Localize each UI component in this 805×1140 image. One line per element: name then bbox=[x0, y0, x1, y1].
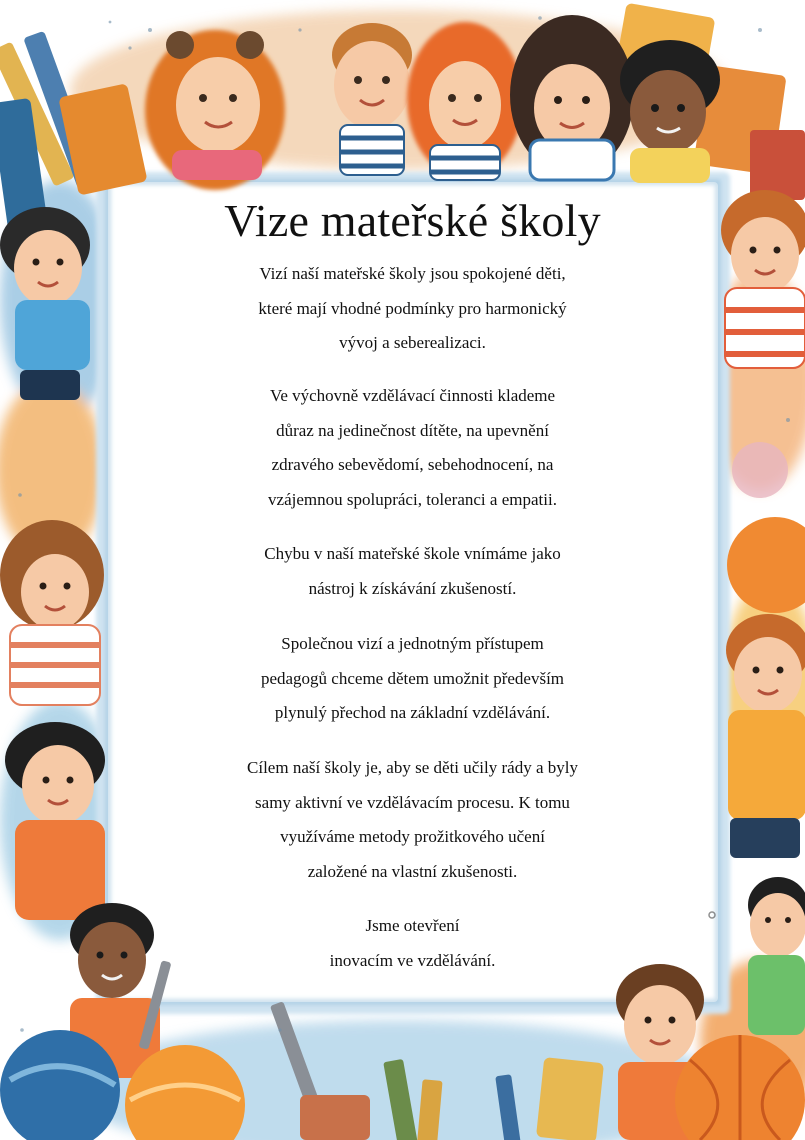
child-top-4 bbox=[510, 15, 634, 180]
text-line: Společnou vizí a jednotným přístupem bbox=[281, 634, 544, 653]
text-line: Chybu v naší mateřské škole vnímáme jako bbox=[264, 544, 561, 563]
text-line: založené na vlastní zkušenosti. bbox=[307, 861, 518, 881]
child-right-1 bbox=[721, 190, 805, 368]
text-line: Vizí naší mateřské školy jsou spokojené děti, bbox=[259, 264, 566, 283]
text-line: důraz na jedinečnost dítěte, na upevnění bbox=[276, 420, 549, 440]
paragraph-5 bbox=[100, 751, 725, 889]
child-left-2 bbox=[0, 520, 104, 705]
text-line: vývoj a seberealizaci. bbox=[339, 333, 486, 352]
text-line: Jsme otevření bbox=[365, 916, 460, 935]
text-line: využíváme metody prožitkového učení bbox=[280, 827, 545, 846]
text-line: inovacím ve vzdělávání. bbox=[329, 950, 496, 970]
text-line: plynulý přechod na základní vzdělávání. bbox=[274, 703, 551, 722]
paragraph-2 bbox=[100, 379, 725, 517]
text-line: samy aktivní ve vzdělávacím procesu. K tomu bbox=[255, 792, 570, 812]
text-line: nástroj k získávání zkušeností. bbox=[308, 578, 517, 598]
text-line: Ve výchovně vzdělávací činnosti klademe bbox=[269, 386, 556, 405]
paragraph-6 bbox=[100, 909, 725, 978]
text-line: pedagogů chceme dětem umožnit především bbox=[260, 668, 565, 688]
text-line: zdravého sebevědomí, sebehodnocení, na bbox=[271, 455, 554, 474]
child-right-2 bbox=[726, 614, 805, 858]
text-line: vzájemnou spolupráci, toleranci a empatii. bbox=[268, 489, 557, 509]
paragraph-3 bbox=[100, 537, 725, 606]
text-line: které mají vhodné podmínky pro harmonický bbox=[258, 298, 567, 318]
page-title: Vize mateřské školy bbox=[224, 195, 601, 246]
child-top-5 bbox=[620, 40, 720, 183]
balloon-right bbox=[727, 442, 805, 613]
text-line: Cílem naší školy je, aby se děti učily rády a byly bbox=[247, 758, 578, 777]
child-top-2 bbox=[332, 23, 412, 175]
paragraph-1 bbox=[100, 257, 725, 361]
child-right-3 bbox=[748, 877, 805, 1035]
paragraph-4 bbox=[100, 627, 725, 731]
child-top-1 bbox=[145, 30, 285, 190]
vision-document bbox=[100, 175, 725, 1010]
